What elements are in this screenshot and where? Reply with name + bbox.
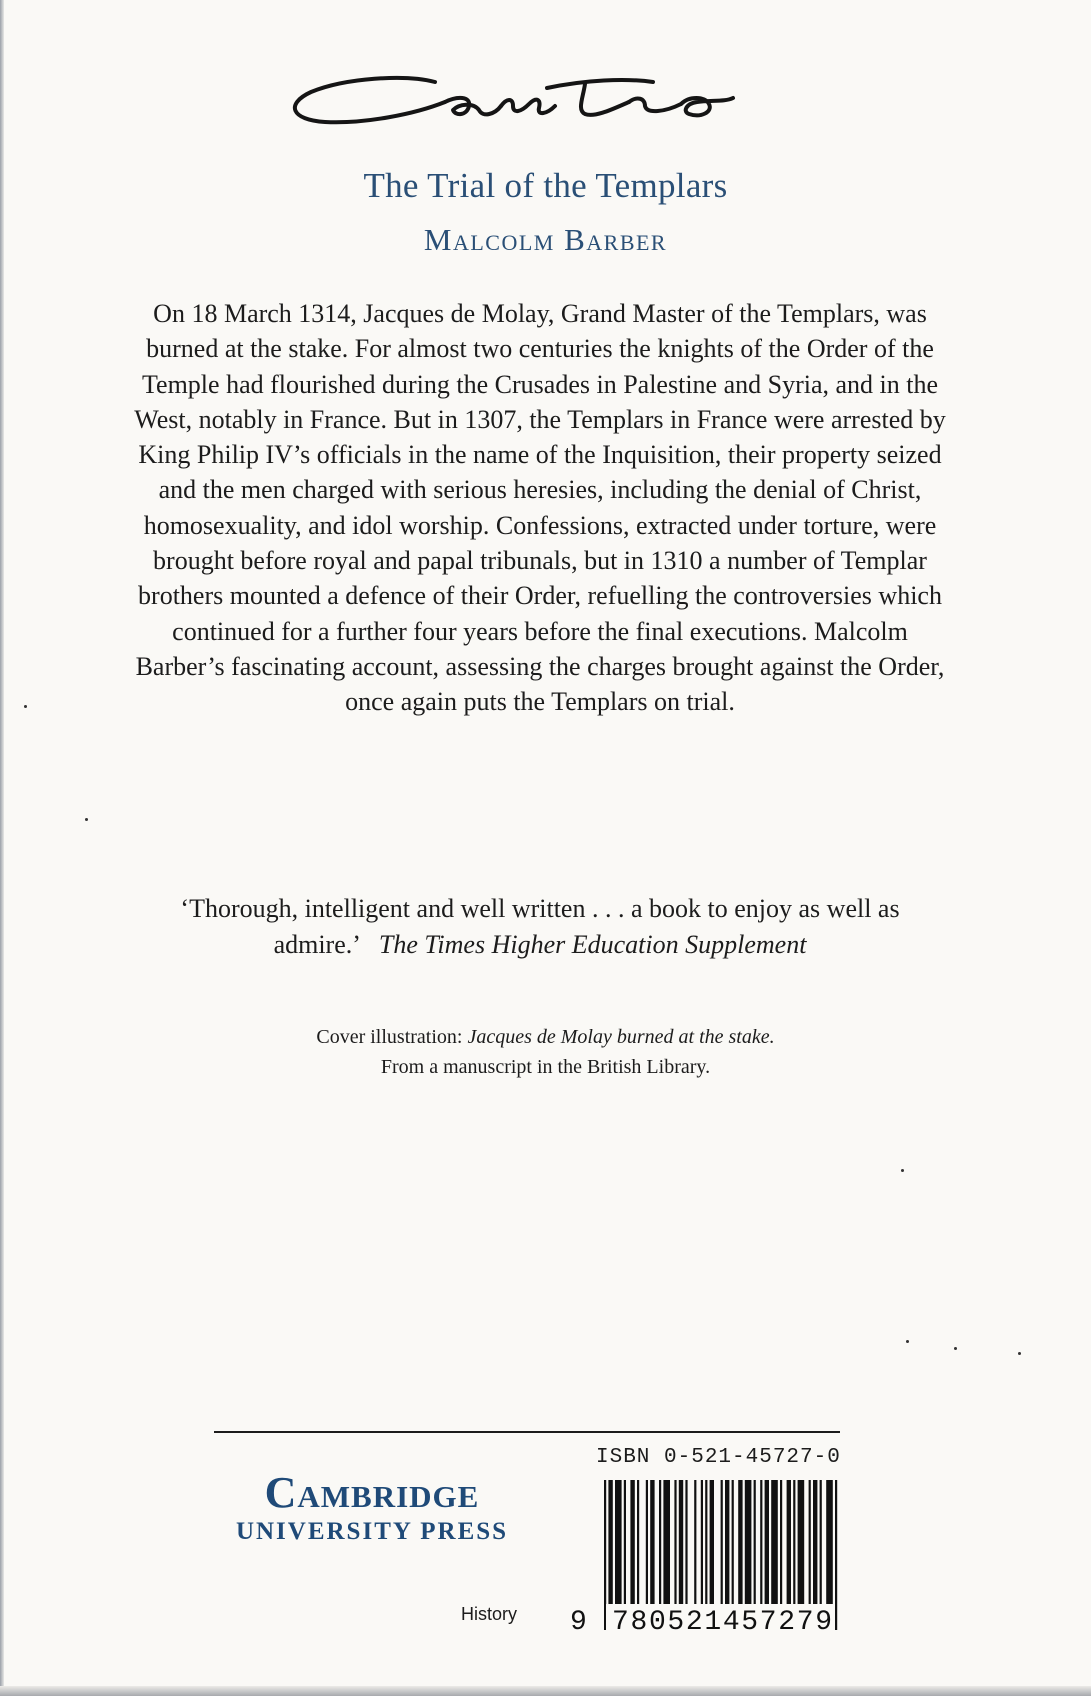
barcode-bar [798, 1480, 805, 1604]
cover-credit-source: From a manuscript in the British Library. [380, 1056, 711, 1078]
barcode-bar [813, 1480, 817, 1604]
print-speck [24, 705, 27, 708]
cover-credit [0, 1022, 1091, 1082]
cover-credit-prefix: Cover illustration: [316, 1026, 463, 1048]
category-label: History [461, 1604, 518, 1624]
barcode-bar [835, 1480, 837, 1630]
publisher-subtitle: UNIVERSITY PRESS [235, 1518, 509, 1545]
book-title: The Trial of the Templars [363, 166, 728, 205]
page-bottom-edge [0, 1686, 1091, 1696]
print-speck [1018, 1352, 1021, 1355]
barcode-bar [732, 1480, 734, 1604]
barcode-digits: 780521457279 [612, 1607, 832, 1632]
barcode-bar [765, 1480, 769, 1604]
publisher-name: Cambridge [264, 1468, 480, 1517]
barcode-bar [679, 1480, 683, 1604]
barcode-bar [760, 1480, 762, 1604]
review-source: The Times Higher Education Supplement [378, 930, 807, 959]
review-quote-text: ‘Thorough, intelligent and well written . . . a book to enjoy as well as admire.’ [180, 894, 900, 959]
barcode-bar [820, 1480, 822, 1604]
print-speck [954, 1347, 957, 1350]
barcode-bar [793, 1480, 795, 1604]
barcode-bar [674, 1480, 676, 1604]
barcode-bar [771, 1480, 778, 1604]
barcode-bar [705, 1480, 707, 1604]
barcode-bar [646, 1480, 648, 1604]
barcode [568, 1478, 842, 1632]
barcode-bar [701, 1480, 703, 1604]
barcode-bar [826, 1480, 833, 1604]
blurb-text: On 18 March 1314, Jacques de Molay, Grand Master of the Templars, was burned at the stake. For almost two centuries the knights of the Order of the Temple had flourished during the Crusades in Palestine and Syria, and in the West, notably in France. But in 1307, the Templars in France were arrested by King Philip IV’s officials in the name of the Inquisition, their property seized and the men charged with serious heresies, including the denial of Christ, homosexuality, and idol worship. Confessions, extracted under torture, were brought before royal and papal tribunals, but in 1310 a number of Templar brothers mounted a defence of their Order, refuelling the controversies which continued for a further four years before the final executions. Malcolm Barber’s fascinating account, assessing the charges brought against the Order, once again puts the Templars on trial. [134, 299, 946, 717]
barcode-bar [659, 1480, 661, 1604]
barcode-bar [694, 1480, 696, 1604]
barcode-bar [663, 1480, 670, 1604]
barcode-first-digit: 9 [570, 1607, 587, 1632]
barcode-bar [738, 1480, 742, 1604]
barcode-bar [787, 1480, 791, 1604]
barcode-bar [650, 1480, 654, 1604]
barcode-bar [780, 1480, 782, 1604]
book-author: Malcolm Barber [423, 222, 668, 257]
print-speck [85, 818, 88, 821]
cover-credit-illustration: Jacques de Molay burned at the stake. [467, 1026, 775, 1048]
barcode-bar [615, 1480, 622, 1604]
canto-series-logo [285, 68, 741, 142]
barcode-bar [624, 1480, 626, 1604]
barcode-bar [685, 1480, 687, 1604]
print-speck [901, 1169, 904, 1172]
barcode-bar [710, 1480, 714, 1604]
review-quote [130, 891, 950, 963]
barcode-bar [637, 1480, 639, 1604]
publisher-logo [212, 1470, 532, 1548]
print-speck [906, 1340, 909, 1343]
barcode-bar [754, 1480, 756, 1604]
barcode-bar [604, 1480, 606, 1630]
barcode-bar [630, 1480, 634, 1604]
barcode-bar [745, 1480, 752, 1604]
footer-rule [214, 1431, 840, 1433]
isbn-label: ISBN 0-521-45727-0 [596, 1446, 841, 1469]
barcode-bar [809, 1480, 811, 1604]
